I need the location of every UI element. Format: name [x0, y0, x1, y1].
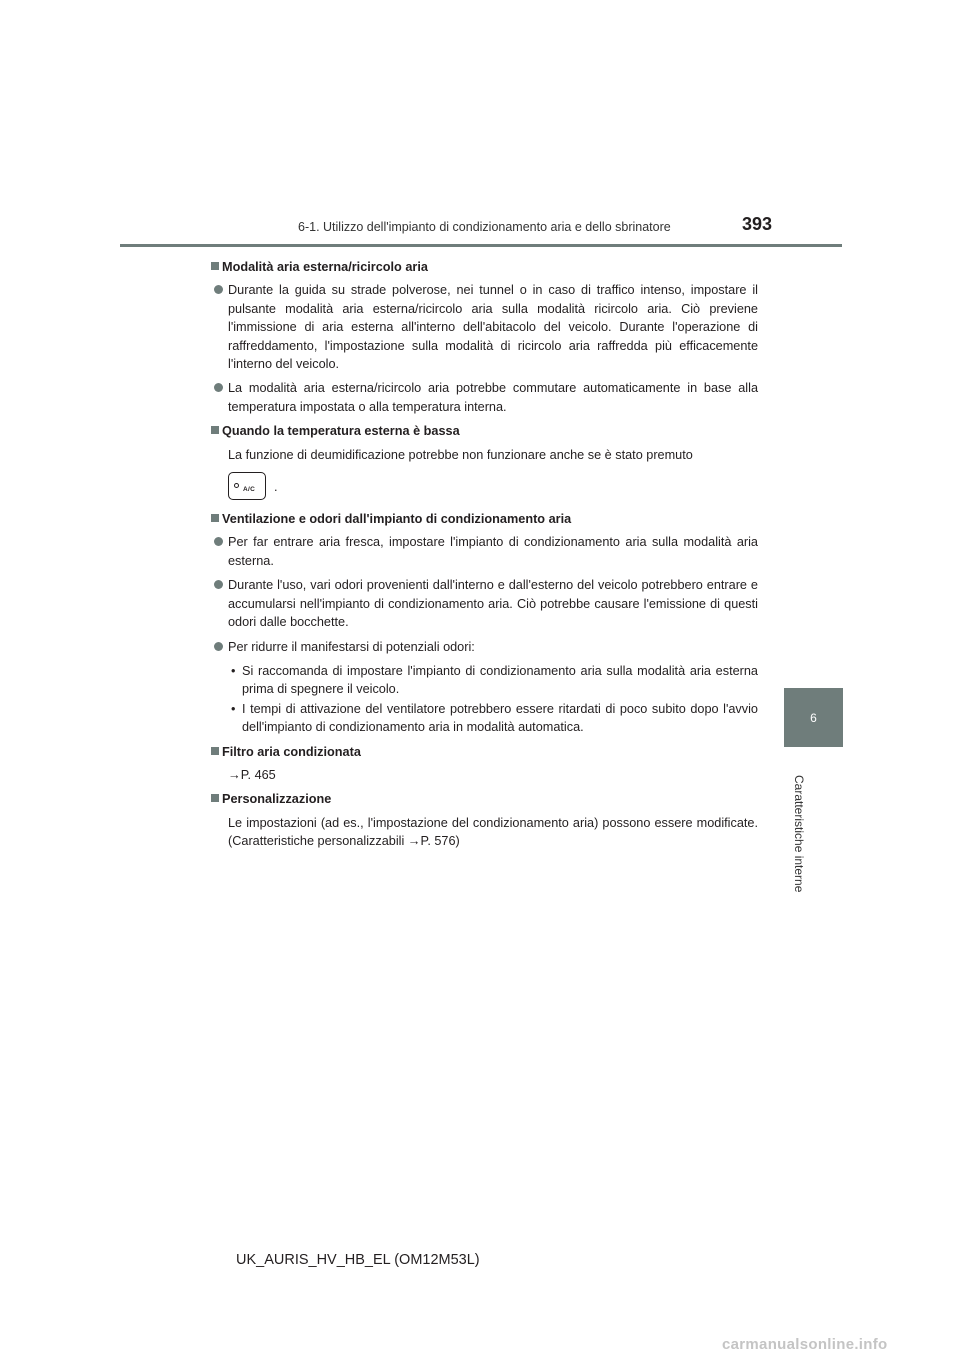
section-heading: Ventilazione e odori dall'impianto di condizionamento aria — [210, 510, 758, 528]
chapter-title: Caratteristiche interne — [792, 775, 806, 893]
list-item: Durante l'uso, vari odori provenienti dall'interno e dall'esterno del veicolo potrebbero entrare e accumularsi nell'impianto di condizionamento aria. Ciò potrebbe causare l'emissione di questi odori dalle bocchette. — [210, 576, 758, 631]
ac-button-label: A/C — [243, 486, 256, 494]
list-item: La modalità aria esterna/ricircolo aria potrebbe commutare automaticamente in base alla temperatura impostata o alla temperatura interna. — [210, 379, 758, 416]
page-content — [210, 252, 758, 851]
indicator-light-icon — [234, 483, 239, 488]
round-bullet-icon — [214, 383, 223, 392]
round-bullet-icon — [214, 580, 223, 589]
small-bullet-icon: • — [231, 663, 236, 678]
page-number: 393 — [742, 214, 773, 234]
watermark: carmanualsonline.info — [722, 1336, 888, 1353]
section-heading: Modalità aria esterna/ricircolo aria — [210, 258, 758, 276]
ac-button-line — [210, 472, 758, 500]
square-bullet-icon — [211, 426, 219, 434]
square-bullet-icon — [211, 794, 219, 802]
list-item: Durante la guida su strade polverose, nei tunnel o in caso di traffico intenso, impostare il pulsante modalità aria esterna/ricircolo aria sulla modalità ricircolo aria. Ciò previene l'immissione di aria esterna all'interno dell'abitacolo del veicolo. Durante l'operazione di raffreddamento, l'impostazione sulla modalità di ricircolo aria raffredda più efficacemente l'interno del veicolo. — [210, 281, 758, 373]
section-header: 6-1. Utilizzo dell'impianto di condizionamento aria e dello sbrinatore — [298, 220, 671, 234]
section-heading: Filtro aria condizionata — [210, 743, 758, 761]
small-bullet-icon: • — [231, 701, 236, 716]
paragraph: La funzione di deumidificazione potrebbe non funzionare anche se è stato premuto — [228, 447, 693, 462]
square-bullet-icon — [211, 514, 219, 522]
page-reference-link[interactable]: →P. 465 — [228, 767, 276, 782]
header-divider — [120, 244, 842, 247]
sentence-end: . — [274, 479, 278, 494]
list-item: Per far entrare aria fresca, impostare l'impianto di condizionamento aria sulla modalità aria esterna. — [210, 533, 758, 570]
sub-list-item: • I tempi di attivazione del ventilatore potrebbero essere ritardati di poco subito dopo l'avvio dell'impianto di condizionamento aria in modalità automatica. — [231, 701, 758, 735]
document-code: UK_AURIS_HV_HB_EL (OM12M53L) — [236, 1252, 480, 1268]
round-bullet-icon — [214, 285, 223, 294]
ac-button-icon — [228, 472, 266, 500]
chapter-tab[interactable] — [784, 688, 843, 747]
section-heading: Quando la temperatura esterna è bassa — [210, 422, 758, 440]
sub-list-item: • Si raccomanda di impostare l'impianto di condizionamento aria sulla modalità aria esterna prima di spegnere il veicolo. — [231, 663, 758, 697]
list-item: Per ridurre il manifestarsi di potenziali odori: — [210, 638, 758, 656]
square-bullet-icon — [211, 747, 219, 755]
paragraph: Le impostazioni (ad es., l'impostazione del condizionamento aria) possono essere modificate. (Caratteristiche personalizzabili →P. 576) — [228, 815, 758, 849]
section-heading: Personalizzazione — [210, 790, 758, 808]
round-bullet-icon — [214, 642, 223, 651]
chapter-number: 6 — [810, 710, 817, 725]
round-bullet-icon — [214, 537, 223, 546]
square-bullet-icon — [211, 262, 219, 270]
